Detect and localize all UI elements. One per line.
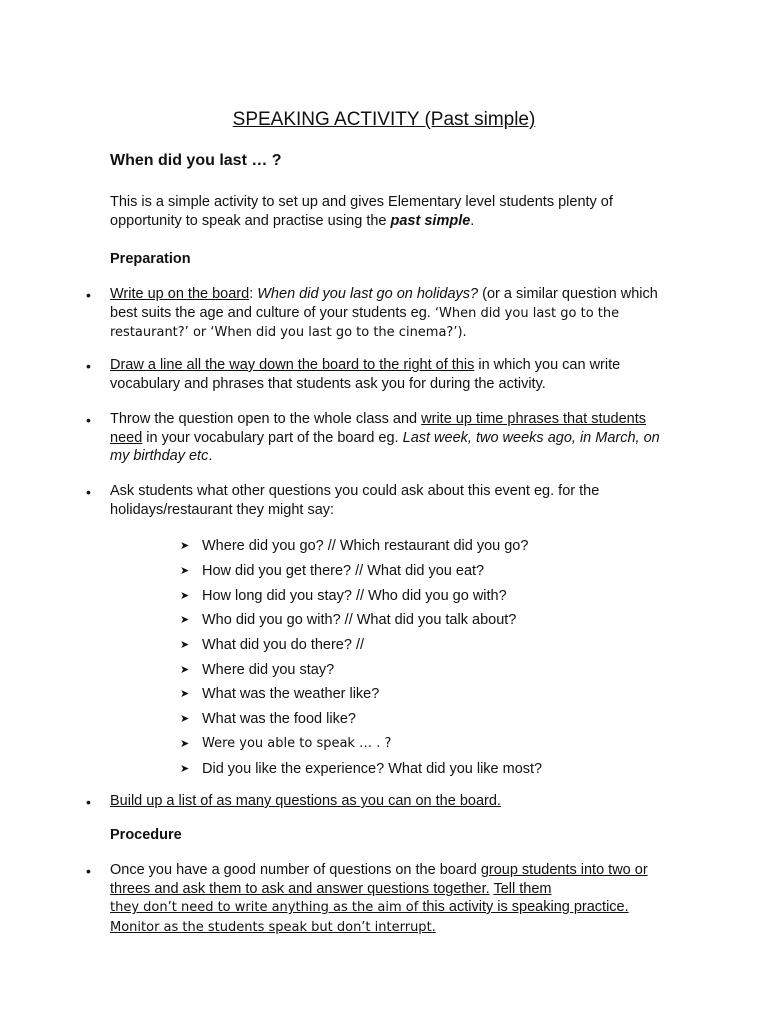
list-item — [180, 756, 542, 781]
question-text: What did you do there? // — [202, 637, 365, 654]
bullet-3-underline: write up time phrases that students need — [110, 411, 647, 446]
bullet-6-text: Once you have a good number of questions on the board — [110, 862, 481, 878]
question-text: Who did you go with? // What did you talk about? — [202, 612, 517, 629]
arrow-icon: ➤ — [180, 688, 190, 701]
intro-text-end: . — [470, 212, 475, 229]
arrow-icon: ➤ — [180, 565, 190, 578]
bullet-5-underline: Build up a list of as many questions as you can on the board. — [110, 793, 501, 809]
arrow-icon: ➤ — [180, 540, 190, 553]
bullet-1-text-2: (or a similar question which best suits the age and culture of your students eg. — [110, 286, 658, 321]
list-item — [180, 707, 542, 732]
arrow-icon: ➤ — [180, 737, 190, 750]
bullet-icon: • — [86, 863, 91, 879]
bullet-6-underline-3: they don’t need to write anything as the aim of — [110, 900, 419, 915]
bullet-item-2 — [110, 356, 670, 393]
arrow-icon: ➤ — [180, 639, 190, 652]
bullet-3-text-2: in your vocabulary part of the board eg. — [142, 429, 403, 446]
bullet-icon: • — [86, 358, 91, 374]
question-text: How long did you stay? // Who did you go with? — [202, 587, 507, 604]
question-text: Where did you stay? — [202, 661, 335, 678]
question-text: What was the food like? — [202, 711, 356, 728]
intro-paragraph — [110, 193, 670, 230]
question-text: Where did you go? // Which restaurant did you go? — [202, 538, 529, 555]
list-item — [180, 583, 542, 608]
list-item — [180, 657, 542, 682]
bullet-icon: • — [86, 794, 91, 810]
page-subtitle: When did you last … ? — [110, 152, 282, 169]
bullet-item-4 — [110, 482, 670, 519]
bullet-item-6 — [110, 861, 670, 937]
page-title: SPEAKING ACTIVITY (Past simple) — [232, 109, 536, 130]
list-item — [180, 682, 542, 707]
question-text: Did you like the experience? What did you like most? — [202, 760, 543, 777]
arrow-icon: ➤ — [180, 762, 190, 775]
bullet-3-text-3: . — [208, 448, 213, 464]
question-text: What was the weather like? — [202, 686, 380, 703]
list-item — [180, 534, 542, 559]
list-item — [180, 732, 542, 757]
bullet-icon: • — [86, 287, 91, 303]
intro-text: This is a simple activity to set up and gives Elementary level students plenty of opportunity to speak and practise using the — [110, 194, 613, 229]
arrow-icon: ➤ — [180, 713, 190, 726]
bullet-item-5 — [110, 792, 670, 811]
bullet-icon: • — [86, 484, 91, 500]
bullet-1-italic: When did you last go on holidays? — [257, 286, 479, 302]
list-item — [180, 559, 542, 584]
question-text: How did you get there? // What did you eat? — [202, 563, 485, 580]
bullet-3-text: Throw the question open to the whole class and — [110, 411, 422, 427]
bullet-icon: • — [86, 412, 91, 428]
preparation-heading: Preparation — [110, 251, 191, 267]
procedure-heading: Procedure — [110, 827, 182, 843]
bullet-6-underline-2: Tell them — [493, 880, 552, 897]
bullet-item-3 — [110, 410, 670, 466]
arrow-icon: ➤ — [180, 589, 190, 602]
question-list — [180, 534, 542, 781]
bullet-6-underline: group students into two or threes and ask them to ask and answer questions together. — [110, 862, 648, 897]
list-item — [180, 608, 542, 633]
bullet-4-text: Ask students what other questions you could ask about this event eg. for the holidays/restaurant they might say: — [110, 483, 600, 518]
bullet-2-text: in which you can write vocabulary and phrases that students ask you for during the activity. — [110, 357, 621, 392]
bullet-1-underline: Write up on the board — [110, 286, 250, 302]
arrow-icon: ➤ — [180, 614, 190, 627]
arrow-icon: ➤ — [180, 663, 190, 676]
bullet-item-1 — [110, 285, 670, 343]
list-item — [180, 633, 542, 658]
bullet-1-text: : — [249, 286, 258, 302]
bullet-2-underline: Draw a line all the way down the board to the right of this — [110, 357, 475, 373]
intro-emphasis: past simple — [390, 212, 471, 229]
bullet-6-underline-5: Monitor as the students speak but don’t interrupt. — [110, 919, 436, 935]
bullet-3-italic: Last week, two weeks ago, in March, on my birthday etc — [110, 429, 660, 464]
question-text: Were you able to speak … . ? — [202, 735, 392, 751]
bullet-1-examples: ‘When did you last go to the restaurant?’ or ‘When did you last go to the cinema?’). — [110, 305, 620, 340]
bullet-6-underline-4: this activity is speaking practice. — [418, 899, 629, 915]
